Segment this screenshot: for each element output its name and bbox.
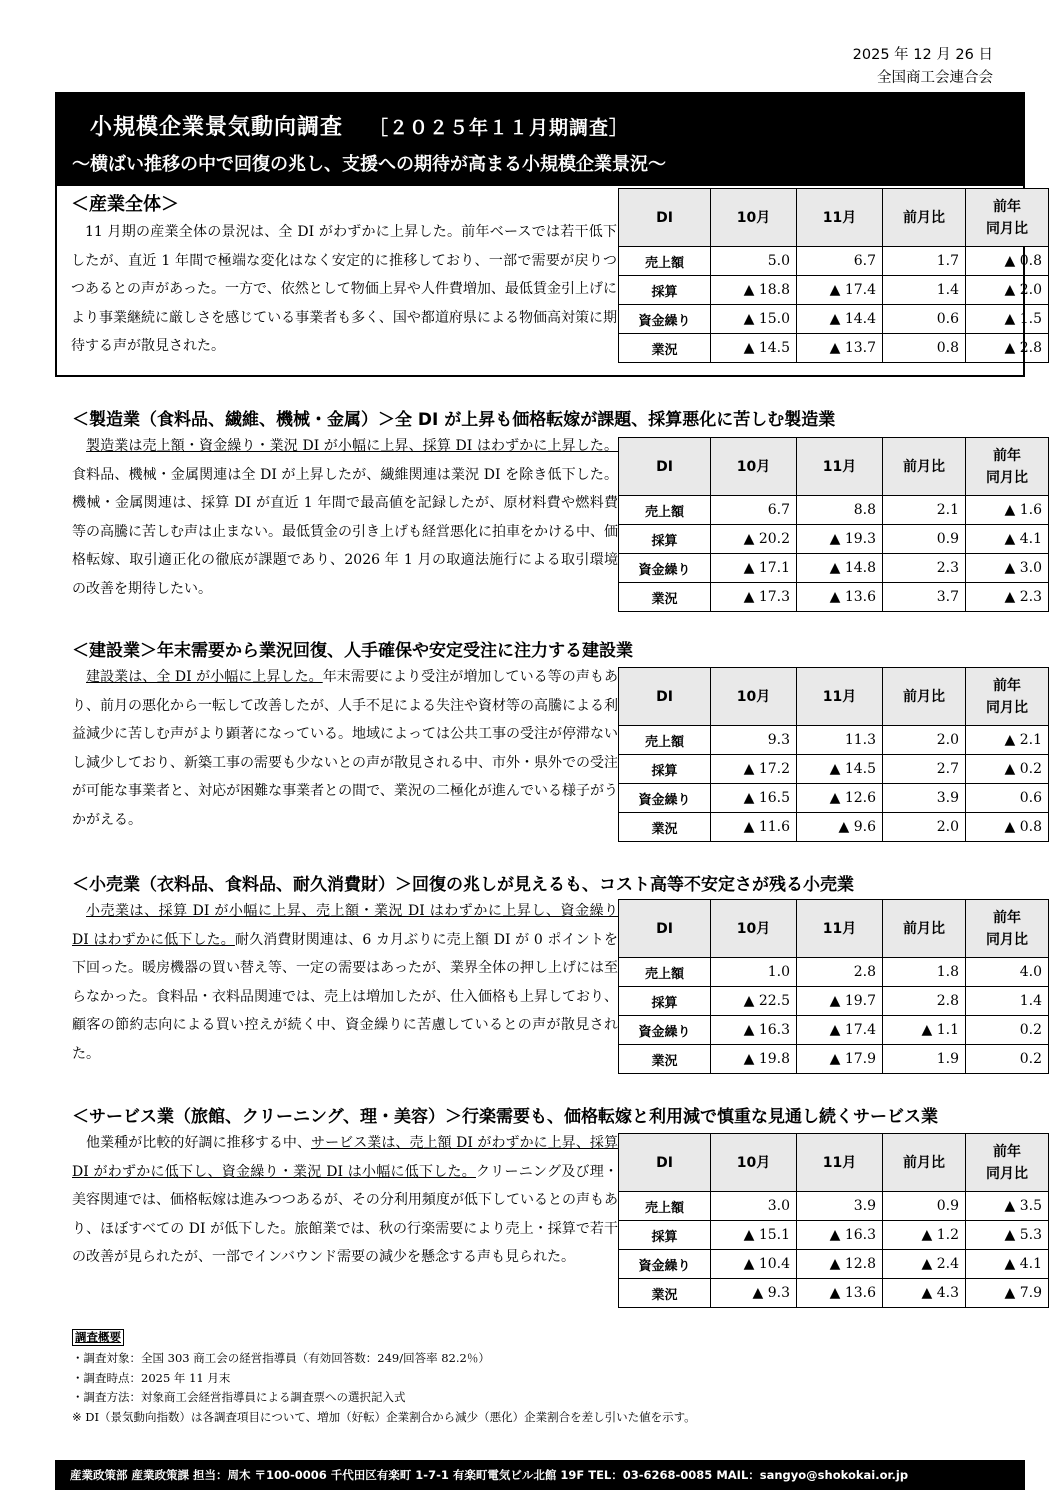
cell: 2.8 [797,958,883,987]
manufacturing-body: 食料品、機械・金属関連は全 DI が上昇したが、繊維関連は業況 DI を除き低下した。機械・金属関連は、採算 DI が直近 1 年間で最高値を記録したが、原材料費や燃料費等の高騰に苦しむ声は止まない。最低賃金の引き上げも経営悪化に拍車をかける中、価格転嫁、取引適正化の徹底が課題であり、2026 年 1 月の取適法施行による取引環境の改善を期待したい。 [72,466,618,597]
cell: 1.7 [883,247,966,276]
cell: 2.0 [883,726,966,755]
cell: ▲ 19.8 [711,1045,797,1074]
table-row [619,334,1049,363]
cell: ▲ 0.8 [966,813,1049,842]
section-text-construction [72,663,618,834]
th-oct: 10月 [711,438,797,496]
table-row [619,247,1049,276]
section-heading-overall: ＜産業全体＞ [71,194,179,215]
title-band [57,94,1023,186]
th-yoy-line1: 前年 [993,1143,1021,1160]
table-row [619,276,1049,305]
table-row [619,726,1049,755]
di-table-construction [618,667,1049,842]
cell: ▲ 22.5 [711,987,797,1016]
th-yoy [966,1134,1049,1192]
row-label: 業況 [619,334,711,363]
cell: ▲ 17.1 [711,554,797,583]
cell: ▲ 13.6 [797,1279,883,1308]
cell: ▲ 16.3 [711,1016,797,1045]
section-heading-retail: ＜小売業（衣料品、食料品、耐久消費財）＞回復の兆しが見えるも、コスト高等不安定さが残る小売業 [72,875,854,895]
overview-line: ・調査時点：2025 年 11 月末 [72,1370,231,1385]
th-yoy-line2: 同月比 [986,699,1028,716]
cell: 0.9 [883,525,966,554]
th-yoy-line1: 前年 [993,198,1021,215]
cell: ▲ 2.4 [883,1250,966,1279]
th-oct: 10月 [711,1134,797,1192]
overview-line: ・調査方法：対象商工会経営指導員による調査票への選択記入式 [72,1390,406,1404]
row-label: 採算 [619,525,711,554]
row-label: 業況 [619,1279,711,1308]
cell: ▲ 20.2 [711,525,797,554]
cell: ▲ 3.5 [966,1192,1049,1221]
cell: 6.7 [797,247,883,276]
section-heading-construction: ＜建設業＞年末需要から業況回復、人手確保や安定受注に注力する建設業 [72,641,633,661]
services-intro: 他業種が比較的好調に推移する中、 [86,1135,312,1151]
row-label: 採算 [619,276,711,305]
manufacturing-underlined: 製造業は売上額・資金繰り・業況 DI が小幅に上昇、採算 DI はわずかに上昇した。 [86,438,618,454]
cell: 1.9 [883,1045,966,1074]
th-nov: 11月 [797,900,883,958]
cell: ▲ 7.9 [966,1279,1049,1308]
cell: ▲ 15.0 [711,305,797,334]
th-yoy-line1: 前年 [993,677,1021,694]
cell: ▲ 12.8 [797,1250,883,1279]
th-di: DI [619,189,711,247]
cell: 0.2 [966,1045,1049,1074]
row-label: 売上額 [619,726,711,755]
th-mom: 前月比 [883,189,966,247]
th-yoy-line1: 前年 [993,447,1021,464]
table-row [619,305,1049,334]
cell: 8.8 [797,496,883,525]
cell: ▲ 11.6 [711,813,797,842]
th-nov: 11月 [797,438,883,496]
th-nov: 11月 [797,668,883,726]
cell: ▲ 16.5 [711,784,797,813]
table-header-row [619,1134,1049,1192]
cell: 2.0 [883,813,966,842]
cell: ▲ 14.8 [797,554,883,583]
section-text-retail [72,897,618,1068]
cell: ▲ 2.0 [966,276,1049,305]
cell: 0.6 [966,784,1049,813]
survey-period: ［２０２５年１１月期調査］ [369,117,630,139]
cell: ▲ 12.6 [797,784,883,813]
cell: ▲ 0.8 [966,247,1049,276]
cell: 3.0 [711,1192,797,1221]
di-table-manufacturing [618,437,1049,612]
th-yoy [966,668,1049,726]
row-label: 売上額 [619,1192,711,1221]
row-label: 採算 [619,1221,711,1250]
th-nov: 11月 [797,189,883,247]
th-di: DI [619,668,711,726]
row-label: 資金繰り [619,1016,711,1045]
section-text-overall [71,218,617,361]
row-label: 資金繰り [619,784,711,813]
cell: 3.7 [883,583,966,612]
table-row [619,496,1049,525]
construction-body: 年末需要により受注が増加している等の声もあり、前月の悪化から一転して改善したが、人手不足による失注や資材等の高騰による利益減少に苦しむ声がより顕著になっている。地域によっては公共工事の受注が停滞ないし減少しており、新築工事の需要も少ないとの声が散見される中、市外・県外での受注が可能な事業者と、対応が困難な事業者との間で、業況の二極化が進んでいる様子がうかがえる。 [72,669,619,828]
table-row [619,987,1049,1016]
th-yoy-line2: 同月比 [986,469,1028,486]
cell: ▲ 18.8 [711,276,797,305]
table-row [619,1279,1049,1308]
cell: ▲ 17.9 [797,1045,883,1074]
th-yoy-line2: 同月比 [986,931,1028,948]
cell: ▲ 4.1 [966,525,1049,554]
construction-underlined: 建設業は、全 DI が小幅に上昇した。 [86,669,323,685]
row-label: 資金繰り [619,554,711,583]
table-row [619,1045,1049,1074]
row-label: 業況 [619,583,711,612]
table-row [619,1221,1049,1250]
cell: ▲ 17.2 [711,755,797,784]
th-yoy [966,438,1049,496]
di-table-services [618,1133,1049,1308]
table-row [619,813,1049,842]
di-table-retail [618,899,1049,1074]
survey-overview [72,1328,696,1427]
di-table-overall [618,188,1049,363]
cell: 0.9 [883,1192,966,1221]
cell: ▲ 13.6 [797,583,883,612]
table-row [619,525,1049,554]
th-yoy-line2: 同月比 [986,1165,1028,1182]
cell: ▲ 2.1 [966,726,1049,755]
organization-name: 全国商工会連合会 [877,70,993,86]
cell: ▲ 14.5 [797,755,883,784]
services-body: クリーニング及び理・美容関連では、価格転嫁は進みつつあるが、その分利用頻度が低下しているとの声もあり、ほぼすべての DI が低下した。旅館業では、秋の行楽需要により売上・採算で若干の改善が見られたが、一部でインバウンド需要の減少を懸念する声も見られた。 [72,1163,618,1265]
cell: 6.7 [711,496,797,525]
cell: 9.3 [711,726,797,755]
section-text-services [72,1129,618,1272]
section-heading-manufacturing: ＜製造業（食料品、繊維、機械・金属）＞全 DI が上昇も価格転嫁が課題、採算悪化に苦しむ製造業 [72,410,836,430]
cell: ▲ 13.7 [797,334,883,363]
cell: 0.6 [883,305,966,334]
cell: 2.8 [883,987,966,1016]
services-underlined: サービス業は、売上額 DI がわずかに上昇、採算 DI がわずかに低下し、資金繰り・業況 DI は小幅に低下した。 [72,1135,618,1180]
issue-date: 2025 年 12 月 26 日 [852,47,993,63]
cell: ▲ 5.3 [966,1221,1049,1250]
overview-note: ※ DI（景気動向指数）は各調査項目について、増加（好転）企業割合から減少（悪化）企業割合を差し引いた値を示す。 [72,1409,696,1424]
cell: ▲ 1.2 [883,1221,966,1250]
cell: ▲ 0.2 [966,755,1049,784]
row-label: 採算 [619,755,711,784]
row-label: 業況 [619,1045,711,1074]
table-row [619,958,1049,987]
cell: 1.4 [883,276,966,305]
cell: 1.4 [966,987,1049,1016]
cell: ▲ 17.4 [797,1016,883,1045]
th-di: DI [619,1134,711,1192]
report-title: 小規模企業景気動向調査 [90,115,344,140]
cell: ▲ 2.8 [966,334,1049,363]
cell: ▲ 14.5 [711,334,797,363]
th-yoy-line1: 前年 [993,909,1021,926]
cell: ▲ 16.3 [797,1221,883,1250]
cell: 1.0 [711,958,797,987]
row-label: 採算 [619,987,711,1016]
table-row [619,1250,1049,1279]
table-header-row [619,438,1049,496]
table-row [619,554,1049,583]
cell: 2.3 [883,554,966,583]
cell: ▲ 1.5 [966,305,1049,334]
page-title [90,110,629,141]
cell: 5.0 [711,247,797,276]
cell: ▲ 17.3 [711,583,797,612]
th-mom: 前月比 [883,1134,966,1192]
cell: ▲ 3.0 [966,554,1049,583]
cell: ▲ 4.3 [883,1279,966,1308]
table-row [619,1192,1049,1221]
cell: ▲ 15.1 [711,1221,797,1250]
overview-title: 調査概要 [72,1329,124,1346]
cell: ▲ 9.6 [797,813,883,842]
cell: 2.7 [883,755,966,784]
table-header-row [619,900,1049,958]
cell: 0.8 [883,334,966,363]
cell: ▲ 14.4 [797,305,883,334]
cell: 0.2 [966,1016,1049,1045]
cell: ▲ 10.4 [711,1250,797,1279]
cell: 2.1 [883,496,966,525]
section-text-manufacturing [72,432,618,603]
cell: ▲ 9.3 [711,1279,797,1308]
th-yoy [966,189,1049,247]
retail-body: 耐久消費財関連は、6 カ月ぶりに売上額 DI が 0 ポイントを下回った。暖房機器の買い替え等、一定の需要はあったが、業界全体の押し上げには至らなかった。食料品・衣料品関連では、売上は増加したが、仕入価格も上昇しており、顧客の節約志向による買い控えが続く中、資金繰りに苦慮しているとの声が散見された。 [72,931,618,1062]
table-header-row [619,668,1049,726]
cell: ▲ 1.6 [966,496,1049,525]
th-nov: 11月 [797,1134,883,1192]
row-label: 業況 [619,813,711,842]
cell: ▲ 1.1 [883,1016,966,1045]
th-mom: 前月比 [883,900,966,958]
cell: ▲ 4.1 [966,1250,1049,1279]
cell: 3.9 [883,784,966,813]
retail-underlined: 小売業は、採算 DI が小幅に上昇、売上額・業況 DI はわずかに上昇し、資金繰り DI はわずかに低下した。 [72,903,618,948]
row-label: 資金繰り [619,305,711,334]
cell: ▲ 19.3 [797,525,883,554]
section-heading-services: ＜サービス業（旅館、クリーニング、理・美容）＞行楽需要も、価格転嫁と利用減で慎重な見通し続くサービス業 [72,1107,938,1127]
table-header-row [619,189,1049,247]
th-oct: 10月 [711,900,797,958]
table-row [619,784,1049,813]
row-label: 資金繰り [619,1250,711,1279]
th-oct: 10月 [711,668,797,726]
overall-body: 11 月期の産業全体の景況は、全 DI がわずかに上昇した。前年ベースでは若干低下したが、直近 1 年間で極端な変化はなく安定的に推移しており、一部で需要が戻りつつあるとの声があった。一方で、依然として物価上昇や人件費増加、最低賃金引上げにより事業継続に厳しさを感じている事業者も多く、国や都道府県による物価高対策に期待する声が散見された。 [71,224,617,354]
cell: 11.3 [797,726,883,755]
th-mom: 前月比 [883,438,966,496]
row-label: 売上額 [619,247,711,276]
cell: ▲ 17.4 [797,276,883,305]
table-row [619,755,1049,784]
th-oct: 10月 [711,189,797,247]
th-di: DI [619,900,711,958]
overview-line: ・調査対象：全国 303 商工会の経営指導員（有効回答数：249/回答率 82.2％） [72,1351,490,1365]
th-yoy [966,900,1049,958]
page-subtitle: ～横ばい推移の中で回復の兆し、支援への期待が高まる小規模企業景況～ [72,154,666,175]
cell: ▲ 2.3 [966,583,1049,612]
table-row [619,1016,1049,1045]
row-label: 売上額 [619,496,711,525]
th-mom: 前月比 [883,668,966,726]
header-meta [853,44,993,90]
cell: 3.9 [797,1192,883,1221]
th-yoy-line2: 同月比 [986,220,1028,237]
th-di: DI [619,438,711,496]
contact-footer: 産業政策部 産業政策課 担当：周木 〒100-0006 千代田区有楽町 1-7-1 有楽町電気ビル北館 19F TEL：03-6268-0085 MAIL：sangyo@shokokai.or.jp [55,1460,1025,1490]
cell: 4.0 [966,958,1049,987]
cell: 1.8 [883,958,966,987]
table-row [619,583,1049,612]
cell: ▲ 19.7 [797,987,883,1016]
row-label: 売上額 [619,958,711,987]
